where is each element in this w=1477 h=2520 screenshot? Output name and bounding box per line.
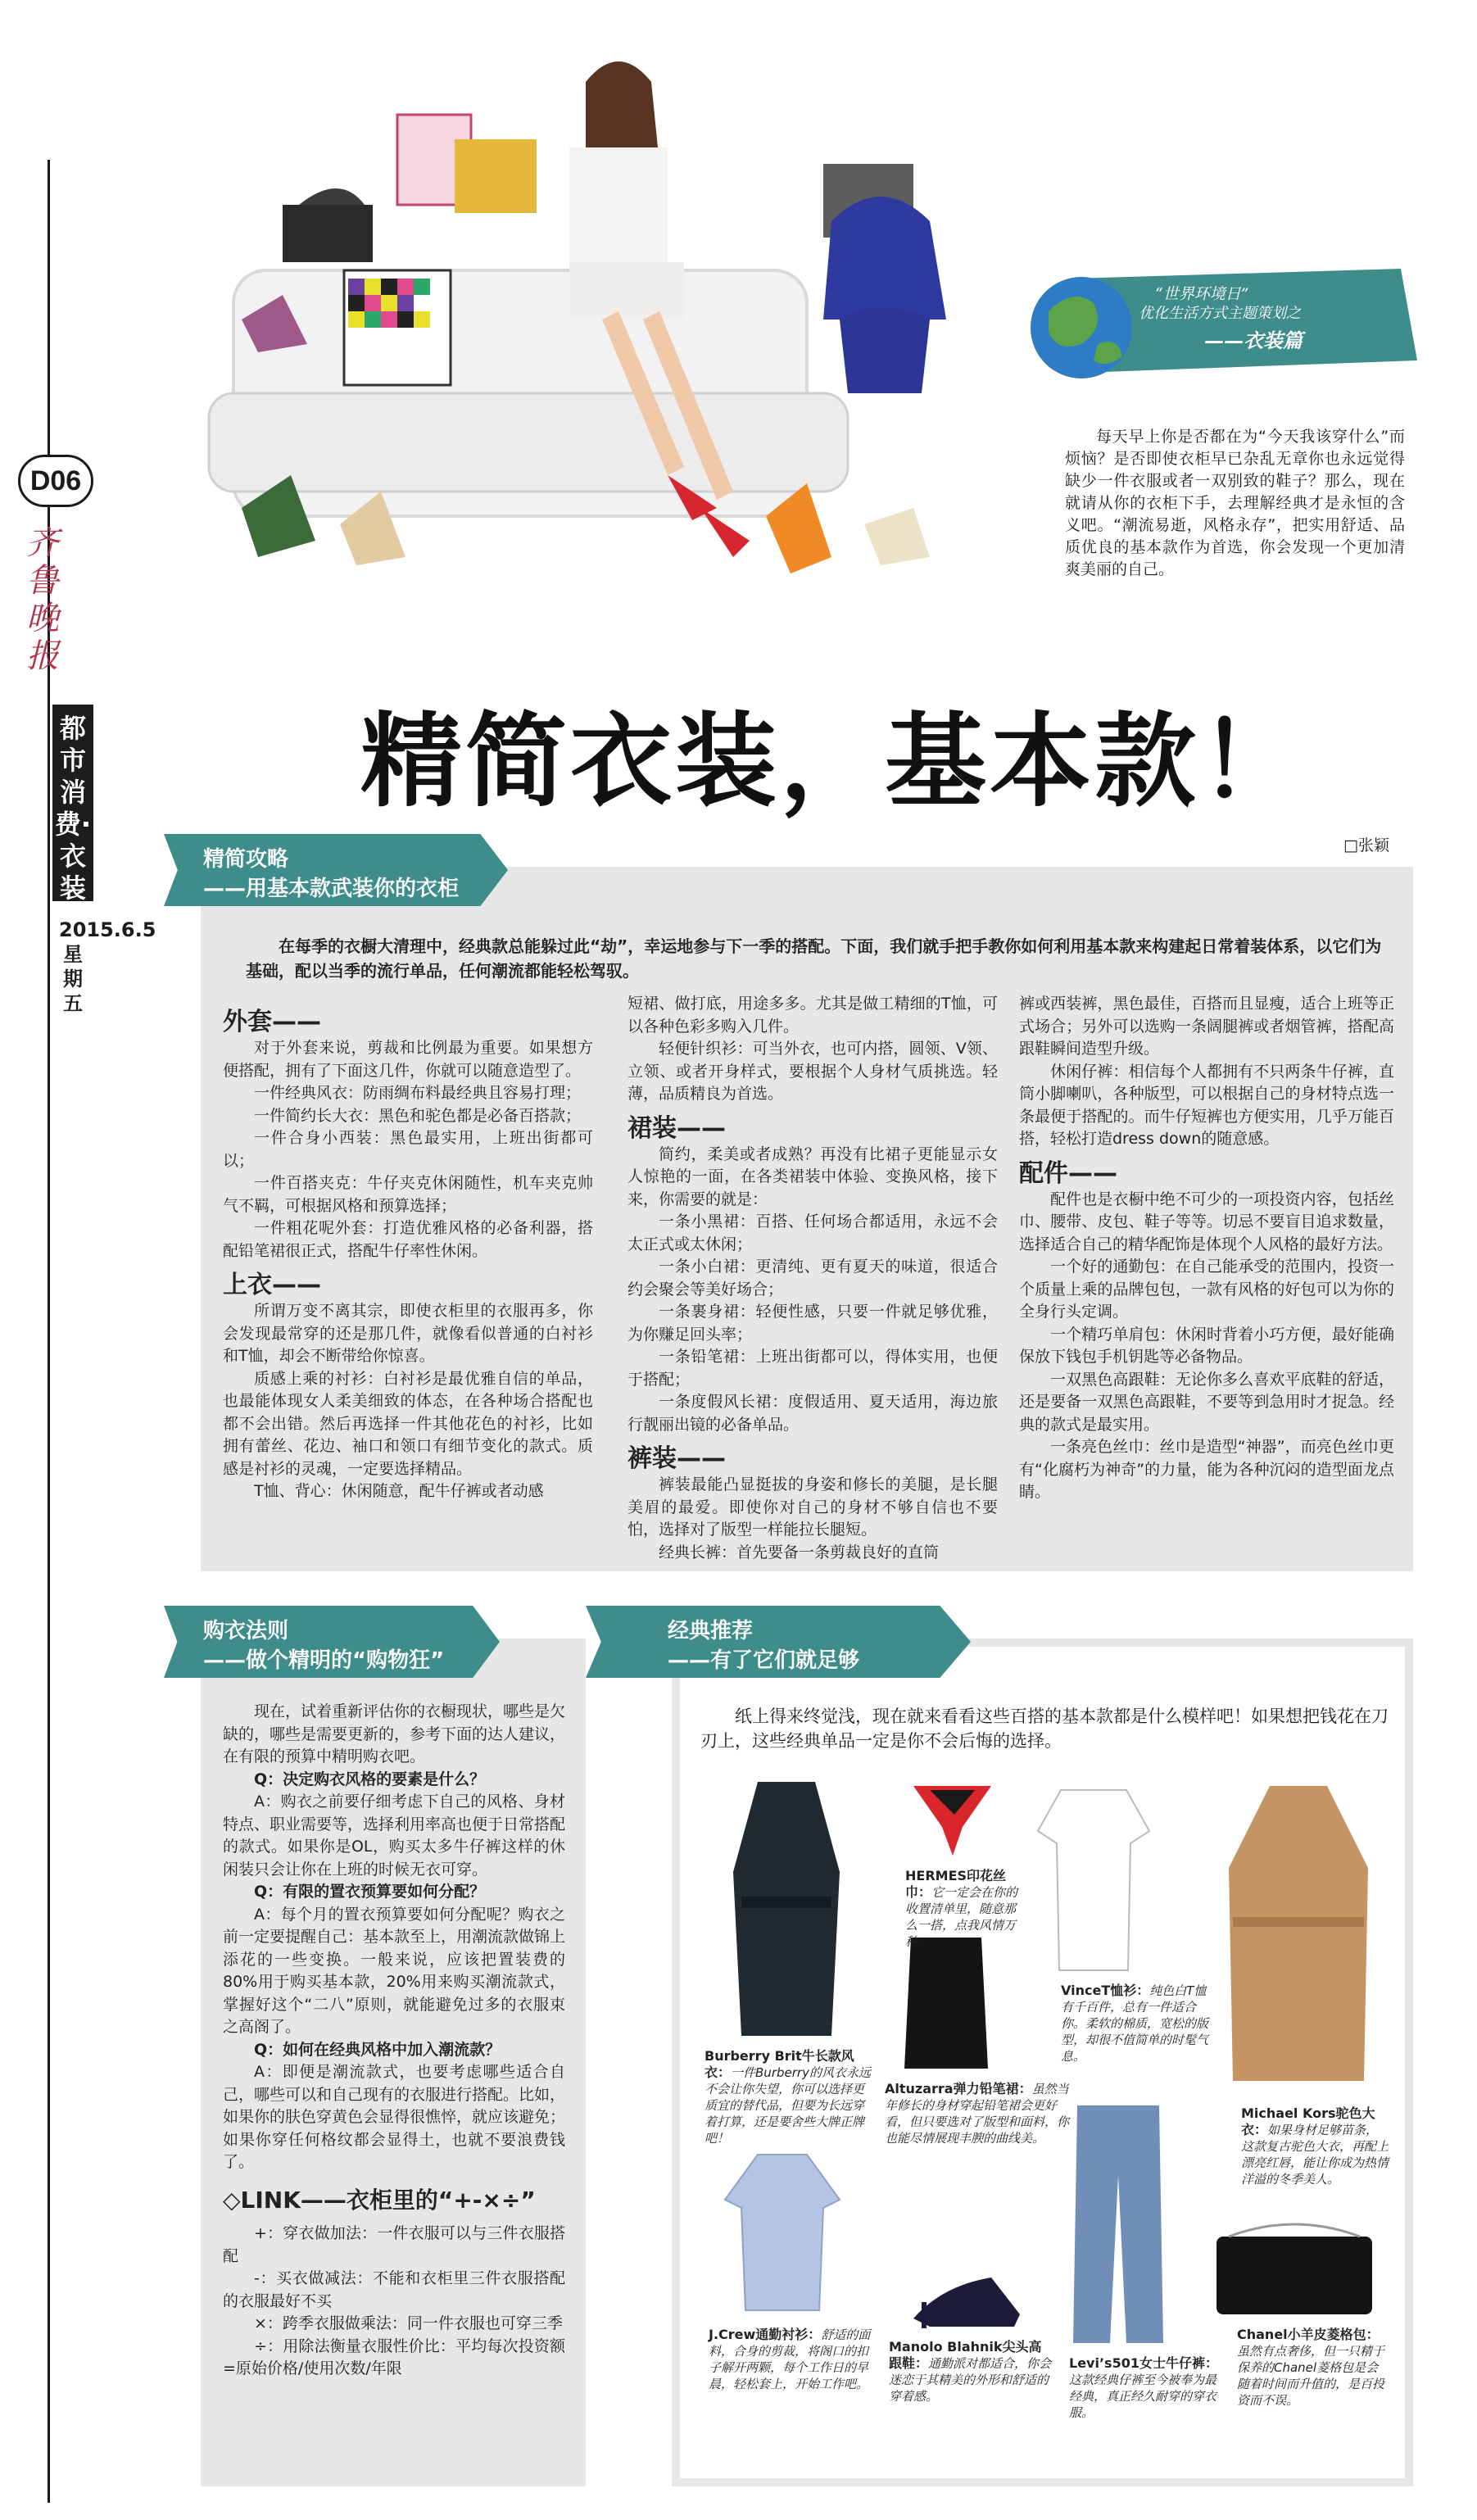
hero-photo	[160, 49, 1069, 655]
paragraph: 一条亮色丝巾：丝巾是造型“神器”，而亮色丝巾更有“化腐朽为神奇”的力量，能为各种沉闷的造型面龙点睛。	[1019, 1438, 1394, 1501]
white-tshirt-image	[1036, 1782, 1151, 1978]
strategy-ribbon-title: 精简攻略	[203, 847, 289, 872]
issue-date: 2015.6.5 星期五	[59, 918, 156, 1015]
product-caption-altuzarra: Altuzarra弹力铅笔裙：虽然当年修长的身材穿起铅笔裙会更好看，但只要选对了版型和面料，你也能尽情展现丰腴的曲线美。	[885, 2081, 1070, 2146]
paragraph: 一条小白裙：更清纯、更有夏天的味道，很适合约会聚会等美好场合；	[627, 1258, 998, 1299]
paragraph: 一件简约长大衣：黑色和驼色都是必备百搭款；	[254, 1106, 582, 1125]
paragraph: 一件经典风衣：防雨绸布料最经典且容易打理；	[254, 1084, 582, 1102]
pencil-skirt-image	[901, 1933, 991, 2073]
paragraph: 裤装最能凸显挺拔的身姿和修长的美腿，是长腿美眉的最爱。即使你对自己的身材不够自信也不要怕，选择对了版型一样能拉长腿短。	[627, 1475, 998, 1539]
question-line: Q：决定购衣风格的要素是什么？	[254, 1770, 486, 1788]
paragraph: 轻便针织衫：可当外衣，也可内搭，圆领、V领、立领、或者开身样式，要根据个人身材气质挑选。轻薄，品质精良为首选。	[627, 1040, 998, 1103]
silk-scarf-image	[905, 1778, 999, 1860]
paragraph: 一条铅笔裙：上班出街都可以，得体实用，也便于搭配；	[627, 1348, 998, 1389]
blue-shirt-image	[721, 2151, 844, 2314]
recommendations-subtitle: ——有了它们就足够	[668, 1648, 860, 1673]
paragraph: 一条小黑裙：百搭、任何场合都适用，永远不会太正式或太休闲；	[627, 1212, 998, 1253]
intro-paragraph: 每天早上你是否都在为“今天我该穿什么”而烦恼？是否即使衣柜早已杂乱无章你也永远觉得缺少一件衣服或者一双别致的鞋子？那么，现在就请从你的衣柜下手，去理解经典才是永恒的含义吧。“潮流易逝，风格永存”，把实用舒适、品质优良的基本款作为首选，你会发现一个更加清爽美丽的自己。	[1065, 428, 1405, 578]
recommendations-title: 经典推荐	[668, 1619, 754, 1643]
paragraph: 质感上乘的衬衫：白衬衫是最优雅自信的单品，也最能体现女人柔美细致的体态，在各种场合搭配也都不会出错。然后再选择一件其他花色的衬衫，比如拥有蕾丝、花边、袖口和领口有细节变化的款式。质感是衬衫的灵魂，一定要选择精品。	[223, 1369, 593, 1478]
badge-subtitle: 优化生活方式主题策划之	[1139, 305, 1301, 322]
paragraph: ×：跨季衣服做乘法：同一件衣服也可穿三季	[254, 2314, 563, 2332]
camel-coat-image	[1221, 1778, 1376, 2089]
link-items	[223, 2223, 565, 2381]
strategy-column-2	[627, 993, 998, 1564]
paragraph: 休闲仔裤：相信每个人都拥有不只两条牛仔裤，直筒小脚喇叭，各种版型，可以根据自己的身材特点选一条最便于搭配的。而牛仔短裤也方便实用，几乎万能百搭，轻松打造dress down的随意感。	[1019, 1062, 1394, 1148]
product-caption-jcrew: J.Crew通勤衬衫：舒适的面料，合身的剪裁，将阁口的扣子解开两颗，每个工作日的早晨，轻松套上，开始工作吧。	[709, 2327, 871, 2391]
paragraph: 配件也是衣橱中绝不可少的一项投资内容，包括丝巾、腰带、皮包、鞋子等等。切忌不要盲目追求数量，选择适合自己的精华配饰是体现个人风格的最好方法。	[1019, 1190, 1394, 1253]
trench-coat-image	[725, 1774, 848, 2044]
paragraph: A：即便是潮流款式，也要考虑哪些适合自己，哪些可以和自己现有的衣服进行搭配。比如，如果你的肤色穿黄色会显得很憔悴，就应该避免；如果你穿任何格纹都会显得土，也就不要浪费钱了。	[223, 2063, 566, 2171]
subsection-heading: 配件——	[1019, 1158, 1117, 1188]
left-rule	[48, 160, 50, 2503]
byline: □张颖	[1343, 836, 1389, 854]
subsection-heading: 裤装——	[627, 1444, 726, 1473]
badge-topic: ——衣装篇	[1204, 329, 1303, 352]
paragraph: 现在，试着重新评估你的衣橱现状，哪些是欠缺的，哪些是需要更新的，参考下面的达人建议，在有限的预算中精明购衣吧。	[223, 1702, 566, 1765]
paragraph: 一件百搭夹克：牛仔夹克休闲随性，机车夹克帅气不羁，可根据风格和预算选择；	[223, 1174, 593, 1215]
paragraph: 所谓万变不离其宗，即使衣柜里的衣服再多，你会发现最常穿的还是那几件，就像看似普通的白衬衫和T恤，却会不断带给你惊喜。	[223, 1302, 593, 1365]
paragraph: ÷：用除法衡量衣服性价比：平均每次投资额=原始价格/使用次数/年限	[223, 2336, 565, 2377]
product-caption-manolo: Manolo Blahnik尖头高跟鞋：通勤派对都适合，你会迷恋于其精美的外形和舒适的穿着感。	[889, 2339, 1052, 2404]
product-caption-michael-kors: Michael Kors驼色大衣：如果身材足够苗条，这款复古驼色大衣，再配上漂亮红唇，能让你成为热情洋溢的冬季美人。	[1241, 2105, 1389, 2187]
recommendations-ribbon	[586, 1606, 971, 1678]
paragraph: T恤、背心：休闲随意，配牛仔裤或者动感	[254, 1482, 544, 1500]
page-number-badge: D06	[18, 455, 93, 507]
page-title: 精简衣装，基本款！	[360, 703, 1305, 821]
paragraph: 一个精巧单肩包：休闲时背着小巧方便，最好能确保放下钱包手机钥匙等必备物品。	[1019, 1325, 1394, 1366]
subsection-heading: 外套——	[223, 1008, 321, 1036]
product-caption-vince: VinceT恤衫：纯色白T恤有千百件，总有一件适合你。柔软的棉质，宽松的版型，却很不值简单的时髦气息。	[1061, 1983, 1209, 2064]
strategy-ribbon-subtitle: ——用基本款武装你的衣柜	[203, 877, 460, 901]
shopping-rules-subtitle: ——做个精明的“购物狂”	[203, 1648, 445, 1673]
paragraph: 经典长裤：首先要备一条剪裁良好的直筒	[659, 1543, 940, 1561]
paragraph: A：购衣之前要仔细考虑下自己的风格、身材特点、职业需要等，选择利用率高也便于日常搭配的款式。如果你是OL，购买太多牛仔裤这样的休闲装只会让你在上班的时候无衣可穿。	[223, 1793, 566, 1879]
paragraph: 对于外套来说，剪裁和比例最为重要。如果想方便搭配，拥有了下面这几件，你就可以随意造型了。	[223, 1039, 593, 1080]
paragraph: +：穿衣做加法：一件衣服可以与三件衣服搭配	[223, 2224, 565, 2265]
paragraph: -：买衣做减法：不能和衣柜里三件衣服搭配的衣服最好不买	[223, 2269, 565, 2310]
quilted-bag-image	[1212, 2220, 1376, 2318]
paragraph: 一条裹身裙：轻便性感，只要一件就足够优雅，为你赚足回头率；	[627, 1303, 998, 1344]
section-tag: 都市消费·衣装	[52, 705, 93, 901]
recommendations-lead: 纸上得来终觉浅，现在就来看看这些百搭的基本款都是什么模样吧！如果想把钱花在刀刃上，这些经典单品一定是你不会后悔的选择。	[700, 1706, 1389, 1751]
product-caption-chanel: Chanel小羊皮菱格包：虽然有点奢侈，但一只精于保养的Chanel菱格包是会随着时间而升值的，是百投资而不误。	[1237, 2327, 1385, 2408]
question-line: Q：有限的置衣预算要如何分配？	[254, 1883, 486, 1901]
paragraph: 短裙、做打底，用途多多。尤其是做工精细的T恤，可以各种色彩多购入几件。	[627, 995, 998, 1036]
product-caption-burberry: Burberry Brit牛长款风衣：一件Burberry的风衣永远不会让你失望，你可以选择更质宜的替代品，但要为长远穿着打算，还是要舍些大牌正牌吧！	[705, 2048, 871, 2146]
subsection-heading: 裙装——	[627, 1113, 726, 1143]
product-caption-hermes: HERMES印花丝巾：它一定会在你的收置清单里，随意那么一搭，点我风情万种。	[905, 1868, 1018, 1949]
paragraph: 裤或西装裤，黑色最佳，百搭而且显瘦，适合上班等正式场合；另外可以选购一条阔腿裤或者烟管裤，搭配高跟鞋瞬间造型升级。	[1019, 995, 1394, 1058]
paragraph: 一件合身小西装：黑色最实用，上班出街都可以；	[223, 1129, 593, 1170]
shopping-rules-column	[223, 1701, 565, 2381]
paragraph: A：每个月的置衣预算要如何分配呢？购衣之前一定要提醒自己：基本款至上，用潮流款做锦上添花的一些变换。一般来说，应该把置装费的80%用于购买基本款，20%用来购买潮流款式，掌握好这个“二八”原则，就能避免过多的衣服束之高阁了。	[223, 1905, 566, 2036]
paragraph: 简约，柔美或者成熟？再没有比裙子更能显示女人惊艳的一面，在各类裙装中体验、变换风格，接下来，你需要的就是：	[627, 1144, 998, 1208]
subsection-heading: 上衣——	[223, 1271, 321, 1299]
product-caption-levis: Levi’s501女士牛仔裤：这款经典仔裤至今被奉为最经典，真正经久耐穿的穿衣服。	[1069, 2355, 1218, 2420]
strategy-ribbon	[164, 834, 508, 906]
paragraph: 一双黑色高跟鞋：无论你多么喜欢平底鞋的舒适，还是要备一双黑色高跟鞋，不要等到急用时才捉急。经典的款式是最实用。	[1019, 1370, 1394, 1434]
shopping-rules-ribbon	[164, 1606, 500, 1678]
paragraph: 一个好的通勤包：在自己能承受的范围内，投资一个质量上乘的品牌包包，一款有风格的好包可以为你的全身行头定调。	[1019, 1258, 1394, 1321]
badge-title: “世界环境日”	[1155, 285, 1249, 303]
strategy-lead: 在每季的衣橱大清理中，经典款总能躲过此“劫”，幸运地参与下一季的搭配。下面，我们就手把手教你如何利用基本款来构建起日常着装体系，以它们为基础，配以当季的流行单品，任何潮流都能轻松驾驭。	[246, 936, 1382, 981]
environment-day-badge	[1016, 254, 1417, 385]
strategy-column-3	[1019, 993, 1394, 1504]
jeans-image	[1069, 2101, 1167, 2347]
paragraph: 一件粗花呢外套：打造优雅风格的必备利器，搭配铅笔裙很正式，搭配牛仔率性休闲。	[223, 1219, 593, 1260]
high-heel-image	[909, 2269, 1024, 2331]
paragraph: 一条度假风长裙：度假适用、夏天适用，海边旅行靓丽出镜的必备单品。	[627, 1393, 998, 1434]
newspaper-logo: 齐鲁晚报	[26, 524, 59, 675]
strategy-column-1	[223, 999, 593, 1503]
shopping-rules-title: 购衣法则	[203, 1619, 289, 1643]
link-title: ◇LINK——衣柜里的“+-×÷”	[223, 2186, 536, 2214]
shopping-rules-qa	[223, 1701, 565, 2174]
question-line: Q：如何在经典风格中加入潮流款？	[254, 2040, 501, 2059]
